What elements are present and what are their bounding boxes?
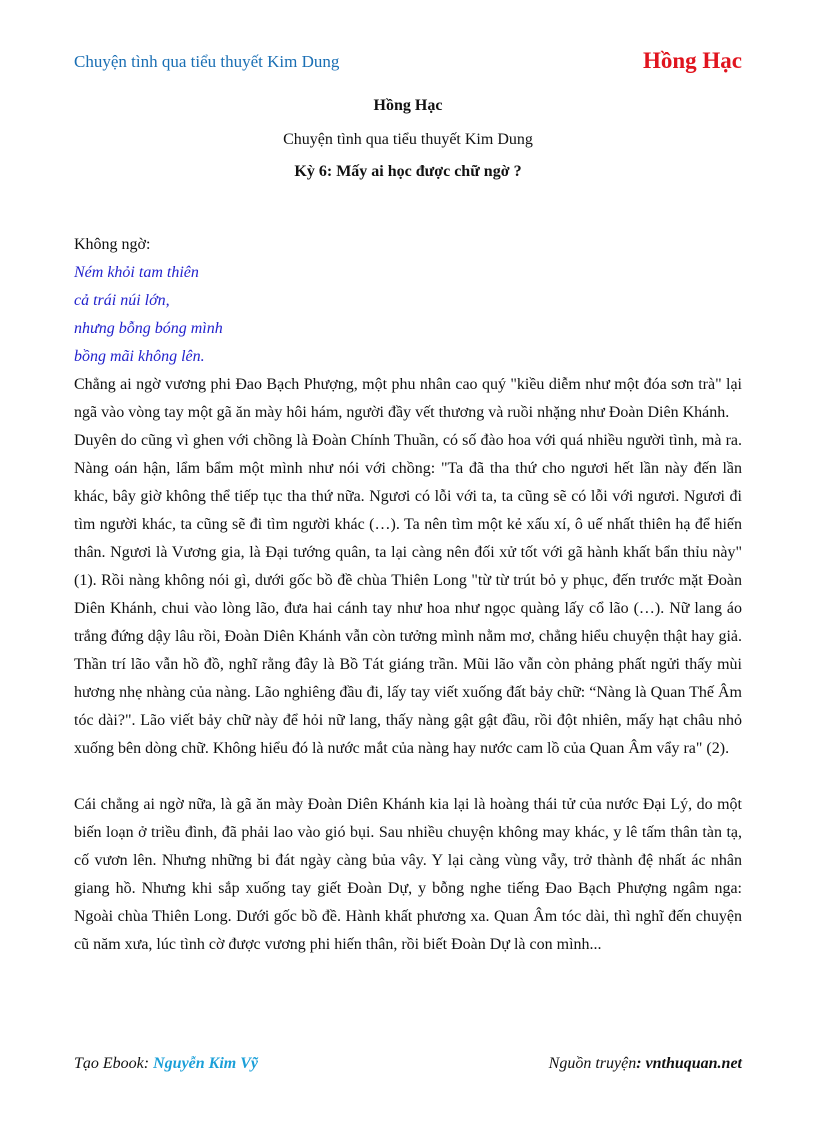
paragraph: Cái chẳng ai ngờ nữa, là gã ăn mày Đoàn Diên Khánh kia lại là hoàng thái tử của nước Đại Lý, do một biến loạn ở triều đình, đã phải lao vào gió bụi. Sau nhiều chuyện không may khác, y lê tấm thân tàn tạ, cố vươn lên. Nhưng những bi đát ngày càng bủa vây. Y lại càng vùng vẫy, trở thành đệ nhất ác nhân giang hồ. Nhưng khi sắp xuống tay giết Đoàn Dự, y bỗng nghe tiếng Đao Bạch Phượng ngâm nga: Ngoài chùa Thiên Long. Dưới gốc bồ đề. Hành khất phương xa. Quan Âm tóc dài, thì nghĩ đến chuyện cũ năm xưa, lúc tình cờ được vương phi hiến thân, rồi biết Đoàn Dự là con mình... bbox=[74, 796, 742, 953]
source-credit bbox=[549, 1055, 742, 1073]
source-separator: : bbox=[636, 1055, 646, 1072]
author-title: Hồng Hạc bbox=[373, 97, 443, 114]
paragraph-gap bbox=[74, 763, 742, 791]
ebook-creator-name: Nguyễn Kim Vỹ bbox=[153, 1055, 258, 1072]
ebook-label: Tạo Ebook bbox=[74, 1055, 144, 1072]
source-site-link[interactable]: vnthuquan.net bbox=[645, 1055, 742, 1072]
ebook-separator: : bbox=[143, 1055, 154, 1072]
paragraph: Duyên do cũng vì ghen với chồng là Đoàn Chính Thuần, có số đào hoa với quá nhiều người tình, mà ra. Nàng oán hận, lẩm bẩm một mình như nói với chồng: "Ta đã tha thứ cho ngươi hết lần này đến lần khác, bây giờ không thể tiếp tục tha thứ nữa. Ngươi có lỗi với ta, ta cũng sẽ có lỗi với ngươi. Ngươi đi tìm người khác, ta cũng sẽ đi tìm người khác (…). Ta nên tìm một kẻ xấu xí, ô uế nhất thiên hạ để hiến thân. Ngươi là Vương gia, là Đại tướng quân, ta lại càng nên đối xử tốt với gã hành khất bẩn thỉu này" (1). Rồi nàng không nói gì, dưới gốc bồ đề chùa Thiên Long "từ từ trút bỏ y phục, đến trước mặt Đoàn Diên Khánh, chui vào lòng lão, đưa hai cánh tay như hoa như ngọc quàng lấy cổ lão (…). Nữ lang áo trắng đứng dậy lâu rồi, Đoàn Diên Khánh vẫn còn tưởng mình nằm mơ, chẳng hiểu chuyện thật hay giả. Thần trí lão vẫn hồ đồ, nghĩ rằng đây là Bồ Tát giáng trần. Mũi lão vẫn còn phảng phất ngửi thấy mùi hương nhẹ nhàng của nàng. Lão nghiêng đầu đi, lấy tay viết xuống đất bảy chữ: “Nàng là Quan Thế Âm tóc dài?". Lão viết bảy chữ này để hỏi nữ lang, thấy nàng gật gật đầu, rồi đột nhiên, mấy hạt châu nhỏ xuống bên dòng chữ. Không hiểu đó là nước mắt của nàng hay nước cam lồ của Quan Âm vẩy ra" (2). bbox=[74, 432, 742, 757]
poem-line: bồng mãi không lên. bbox=[74, 348, 205, 365]
header-series-title: Chuyện tình qua tiểu thuyết Kim Dung bbox=[74, 52, 340, 71]
poem-line: Ném khỏi tam thiên bbox=[74, 264, 199, 281]
source-label: Nguồn truyện bbox=[548, 1055, 637, 1072]
article-body bbox=[74, 231, 742, 959]
page-header bbox=[74, 50, 742, 76]
header-author: Hồng Hạc bbox=[642, 48, 742, 73]
series-subtitle: Chuyện tình qua tiểu thuyết Kim Dung bbox=[283, 131, 533, 148]
poem-line: cả trái núi lớn, bbox=[74, 292, 170, 309]
page-footer bbox=[74, 1055, 742, 1077]
paragraph: Chẳng ai ngờ vương phi Đao Bạch Phượng, một phu nhân cao quý "kiều diễm như một đóa sơn trà" lại ngã vào vòng tay một gã ăn mày hôi hám, người đầy vết thương và ruồi nhặng như Đoàn Diên Khánh. bbox=[74, 376, 742, 421]
poem-line: nhưng bỗng bóng mình bbox=[74, 320, 223, 337]
intro-line: Không ngờ: bbox=[74, 236, 151, 253]
episode-title: Kỳ 6: Mấy ai học được chữ ngờ ? bbox=[294, 163, 522, 180]
title-block bbox=[74, 95, 742, 183]
ebook-credit bbox=[74, 1055, 258, 1073]
